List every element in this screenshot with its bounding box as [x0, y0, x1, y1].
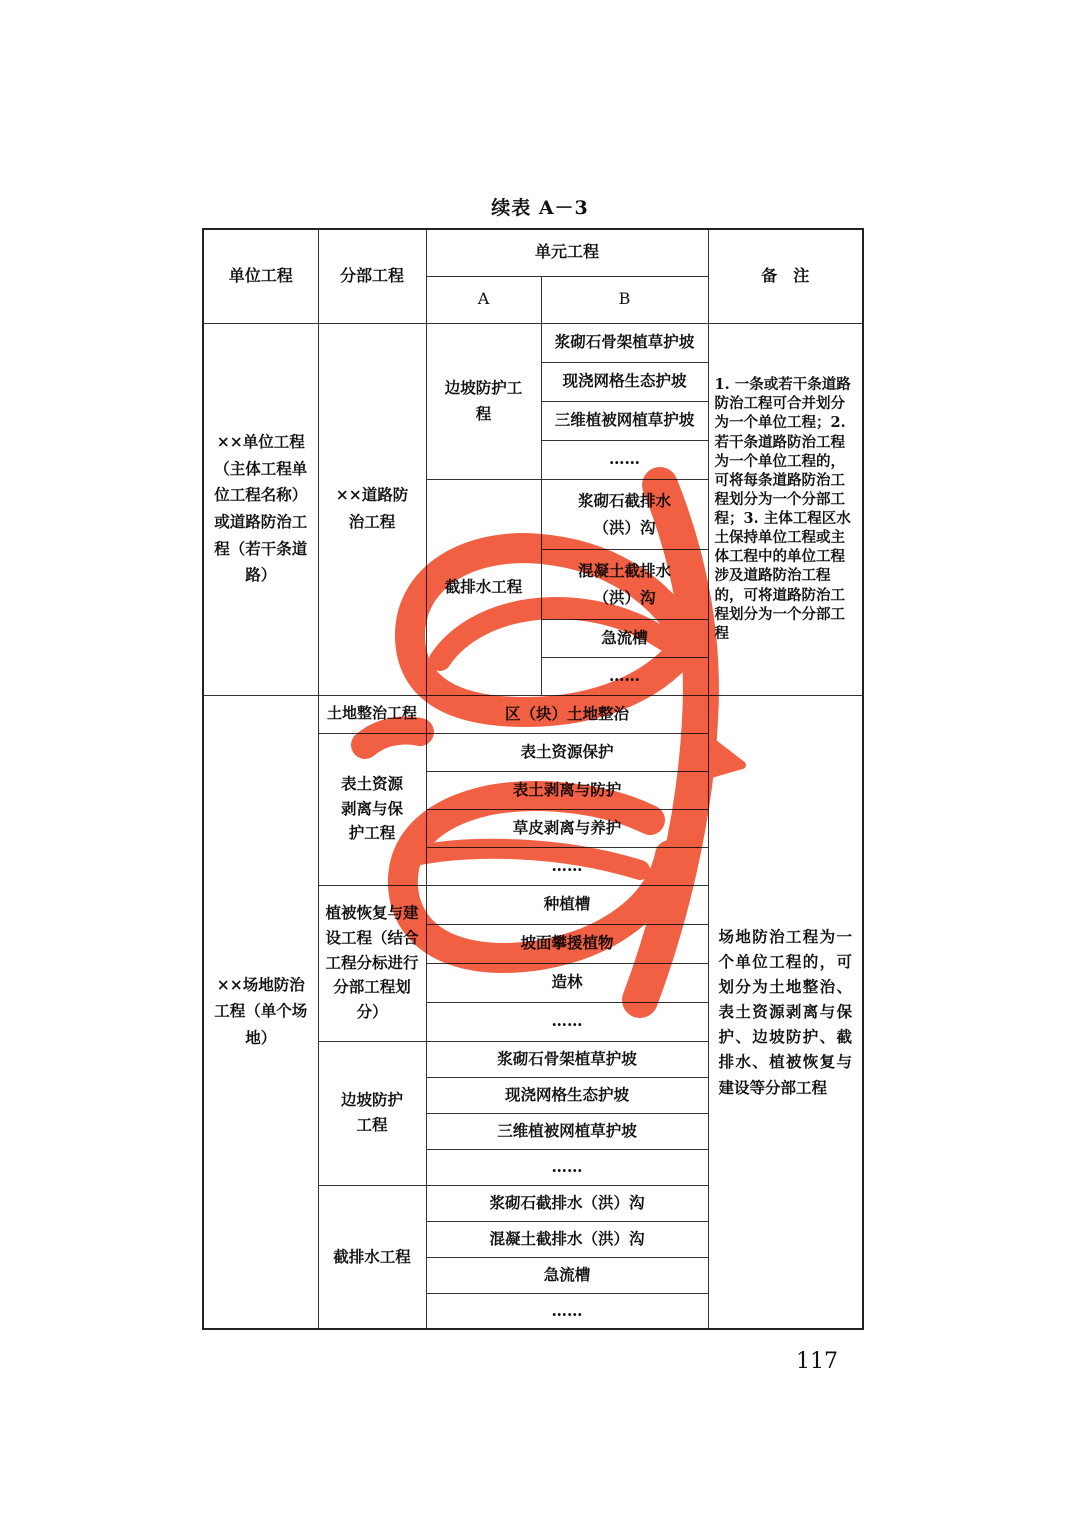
element-a-drain: 截排水工程 [426, 479, 541, 695]
element-item: 三维植被网植草护坡 [426, 1113, 708, 1149]
element-item: 区（块）土地整治 [426, 695, 708, 733]
page-number: 117 [796, 1349, 838, 1374]
unit-cell-main: ××单位工程（主体工程单位工程名称）或道路防治工程（若干条道路） [203, 323, 318, 695]
element-item: 种植槽 [426, 885, 708, 924]
header-col-b: B [541, 276, 708, 323]
element-item: …… [426, 1149, 708, 1185]
remark-site: 场地防治工程为一个单位工程的，可划分为土地整治、表土资源剥离与保护、边坡防护、截排水、植被恢复与建设等分部工程 [708, 695, 863, 1329]
element-item: 浆砌石骨架植草护坡 [426, 1041, 708, 1077]
element-b-item: 浆砌石骨架植草护坡 [541, 323, 708, 362]
remark-road: 1. 一条或若干条道路防治工程可合并划分为一个单位工程；2. 若干条道路防治工程为一个单位工程的，可将每条道路防治工程划分为一个分部工程；3. 主体工程区水土保持单位工程或主体工程中的单位工程涉及道路防治工程的，可将道路防治工程划分为一个分部工程 [708, 323, 863, 695]
element-item: …… [426, 1293, 708, 1329]
element-b-item: 三维植被网植草护坡 [541, 401, 708, 440]
element-b-item: 混凝土截排水（洪）沟 [541, 549, 708, 619]
unit-cell-site: ××场地防治工程（单个场地） [203, 695, 318, 1329]
header-unit: 单位工程 [203, 229, 318, 323]
division-cell-land: 土地整治工程 [318, 695, 426, 733]
division-cell-topsoil: 表土资源剥离与保护工程 [318, 733, 426, 885]
table-caption: 续表 A－3 [491, 197, 589, 219]
division-cell-drain: 截排水工程 [318, 1185, 426, 1329]
element-item: 造林 [426, 963, 708, 1002]
header-element: 单元工程 [426, 229, 708, 276]
element-b-item: 浆砌石截排水（洪）沟 [541, 479, 708, 549]
element-b-item: 现浇网格生态护坡 [541, 362, 708, 401]
element-item: …… [426, 1002, 708, 1041]
division-cell-road: ××道路防治工程 [318, 323, 426, 695]
division-cell-slope: 边坡防护工程 [318, 1041, 426, 1185]
division-cell-veg: 植被恢复与建设工程（结合工程分标进行分部工程划分） [318, 885, 426, 1041]
header-remark: 备 注 [708, 229, 863, 323]
header-col-a: A [426, 276, 541, 323]
element-item: 表土资源保护 [426, 733, 708, 771]
element-b-item: …… [541, 657, 708, 695]
element-a-slope: 边坡防护工程 [426, 323, 541, 479]
element-item: 混凝土截排水（洪）沟 [426, 1221, 708, 1257]
element-item: 草皮剥离与养护 [426, 809, 708, 847]
element-item: 表土剥离与防护 [426, 771, 708, 809]
element-item: 现浇网格生态护坡 [426, 1077, 708, 1113]
header-division: 分部工程 [318, 229, 426, 323]
element-b-item: 急流槽 [541, 619, 708, 657]
element-item: 浆砌石截排水（洪）沟 [426, 1185, 708, 1221]
element-item: …… [426, 847, 708, 885]
element-b-item: …… [541, 440, 708, 479]
element-item: 坡面攀援植物 [426, 924, 708, 963]
element-item: 急流槽 [426, 1257, 708, 1293]
project-division-table [202, 228, 864, 1330]
